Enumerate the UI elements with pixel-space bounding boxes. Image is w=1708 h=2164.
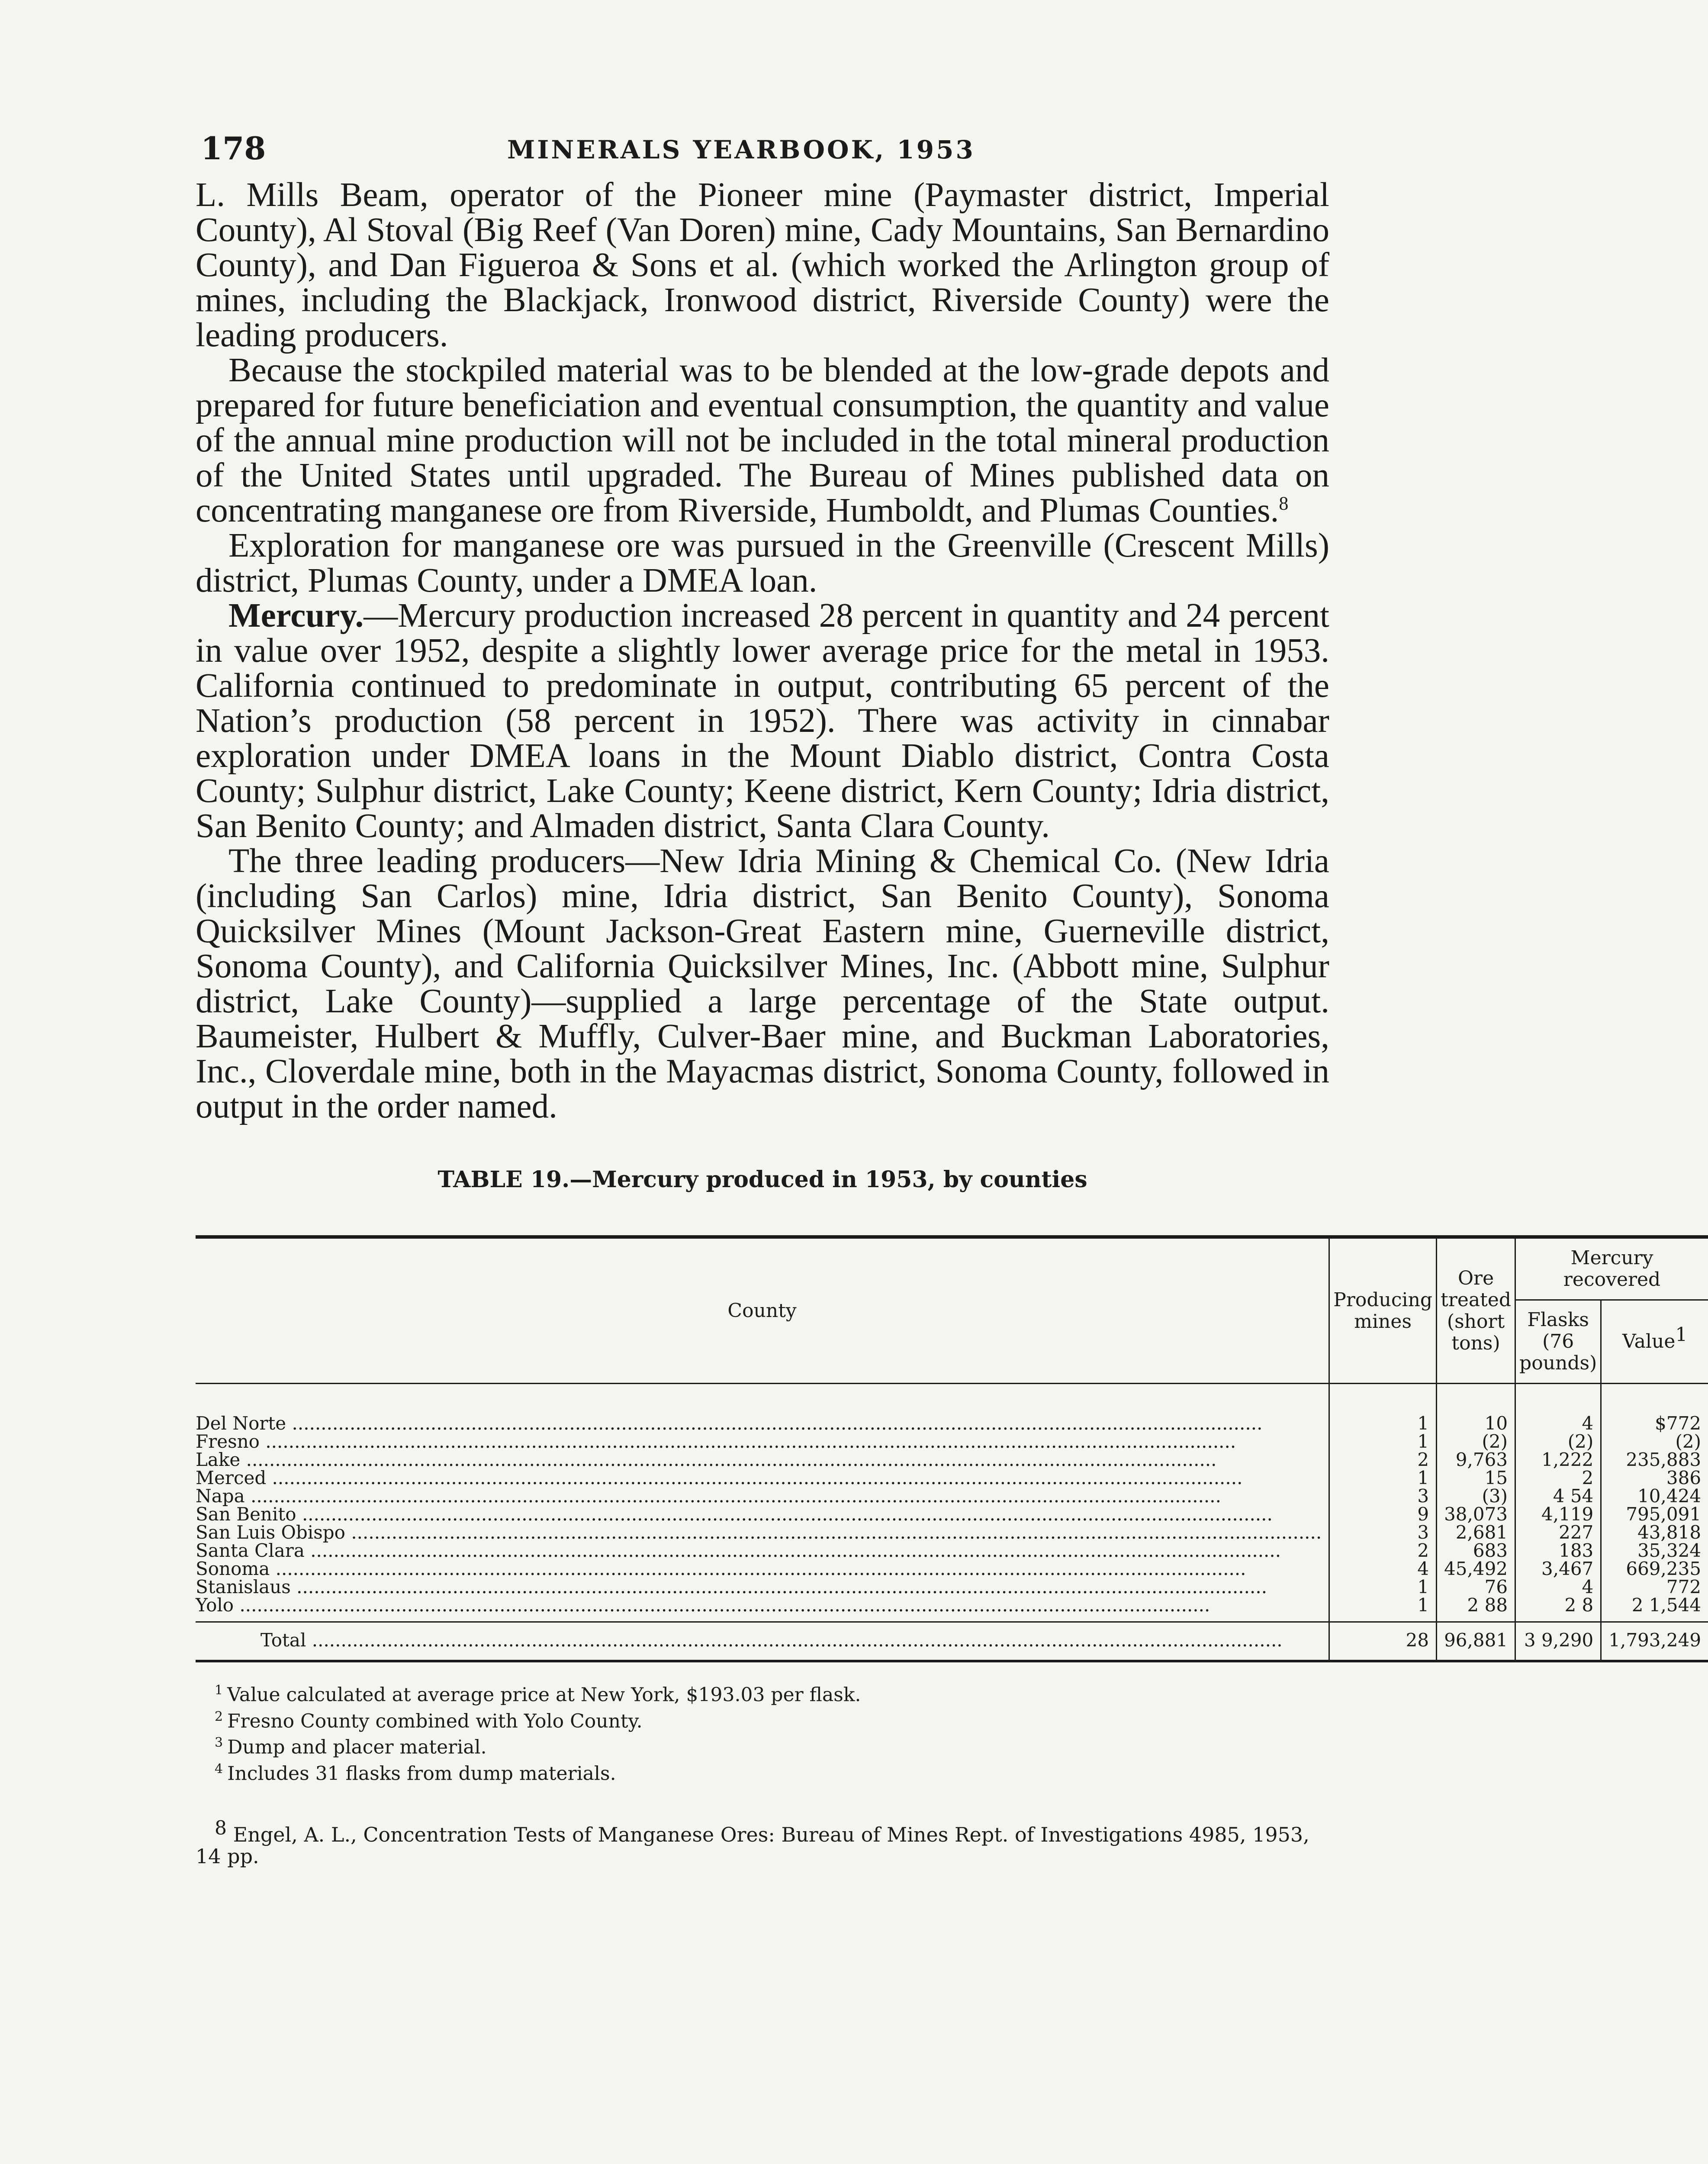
table-row bbox=[196, 1560, 1708, 1578]
table-note-mark: 3 bbox=[215, 1735, 223, 1751]
paragraph-leading-producers: The three leading producers—New Idria Mining & Chemical Co. (New Idria (including San Carlos) mine, Idria district, San Benito County), Sonoma Quicksilver Mines (Mount Jackson-Great Eastern mine, Guerneville district, Sonoma County), and California Quicksilver Mines, Inc. (Abbott mine, Sulphur district, Lake County)—supplied a large percentage of the State output. Baumeister, Hulbert & Muffly, Culver-Baer mine, and Buckman Laboratories, Inc., Cloverdale mine, both in the Mayacmas district, Sonoma County, followed in output in the order named. bbox=[196, 842, 1329, 1125]
total-ore-cell: 96,881 bbox=[1437, 1622, 1515, 1662]
table-body bbox=[196, 1384, 1708, 1662]
county-name: Lake ..... bbox=[196, 1451, 1322, 1469]
county-cell bbox=[196, 1596, 1329, 1622]
county-name: Merced ..... bbox=[196, 1469, 1322, 1487]
mines-cell: 1 bbox=[1329, 1433, 1437, 1451]
table-note bbox=[215, 1732, 1329, 1758]
value-cell: 35,324 bbox=[1601, 1542, 1708, 1560]
county-cell bbox=[196, 1487, 1329, 1505]
table-note-mark: 2 bbox=[215, 1709, 223, 1724]
county-name: Fresno ..... bbox=[196, 1433, 1322, 1451]
county-cell bbox=[196, 1542, 1329, 1560]
flasks-cell: 2 8 bbox=[1515, 1596, 1601, 1622]
header-value bbox=[1601, 1300, 1708, 1384]
ore-cell: 2 88 bbox=[1437, 1596, 1515, 1622]
value-cell: 43,818 bbox=[1601, 1523, 1708, 1542]
ore-cell: 683 bbox=[1437, 1542, 1515, 1560]
table-note-mark: 4 bbox=[215, 1761, 223, 1777]
footnote-mark: 8 bbox=[215, 1817, 227, 1839]
mines-cell: 4 bbox=[1329, 1560, 1437, 1578]
table-row bbox=[196, 1469, 1708, 1487]
ore-cell: 10 bbox=[1437, 1384, 1515, 1433]
flasks-cell: 227 bbox=[1515, 1523, 1601, 1542]
mines-cell: 3 bbox=[1329, 1523, 1437, 1542]
header-flasks: Flasks (76 pounds) bbox=[1515, 1300, 1601, 1384]
flasks-cell: 4 bbox=[1515, 1384, 1601, 1433]
paragraph-mercury-text: —Mercury production increased 28 percent in quantity and 24 percent in value over 1952, despite a slightly lower average price for the metal in 1953. California continued to predominate in output, contributing 65 percent of the Nation’s production (58 percent in 1952). There was activity in cinnabar exploration under DMEA loans in the Mount Diablo district, Contra Costa County; Sulphur district, Lake County; Keene district, Kern County; Idria district, San Benito County; and Almaden district, Santa Clara County. bbox=[196, 597, 1329, 845]
table-note bbox=[215, 1680, 1329, 1706]
county-name: Sonoma ..... bbox=[196, 1560, 1322, 1578]
total-mines-cell: 28 bbox=[1329, 1622, 1437, 1662]
flasks-cell: 4 54 bbox=[1515, 1487, 1601, 1505]
table-row bbox=[196, 1451, 1708, 1469]
value-cell: 10,424 bbox=[1601, 1487, 1708, 1505]
page-number: 178 bbox=[201, 130, 266, 167]
running-title: MINERALS YEARBOOK, 1953 bbox=[507, 135, 975, 164]
value-cell: 669,235 bbox=[1601, 1560, 1708, 1578]
table-note bbox=[215, 1706, 1329, 1732]
table-notes bbox=[196, 1680, 1329, 1785]
county-name: Napa ..... bbox=[196, 1487, 1322, 1505]
mines-cell: 1 bbox=[1329, 1469, 1437, 1487]
table-note-text: Dump and placer material. bbox=[227, 1736, 487, 1758]
paragraph-stockpile-text: Because the stockpiled material was to be blended at the low-grade depots and prepared for future beneficiation and eventual consumption, the quantity and value of the annual mine production will not be included in the total mineral production of the United States until upgraded. The Bureau of Mines published data on concentrating manganese ore from Riverside, Humboldt, and Plumas Counties. bbox=[196, 351, 1329, 529]
flasks-cell: 4,119 bbox=[1515, 1505, 1601, 1523]
mercury-heading: Mercury. bbox=[228, 597, 364, 634]
mines-cell: 9 bbox=[1329, 1505, 1437, 1523]
ore-cell: 38,073 bbox=[1437, 1505, 1515, 1523]
paragraph-mercury bbox=[196, 598, 1329, 844]
header-mercury-recovered: Mercury recovered bbox=[1515, 1237, 1708, 1300]
value-cell: 2 1,544 bbox=[1601, 1596, 1708, 1622]
table-note-mark: 1 bbox=[215, 1683, 223, 1698]
table-row bbox=[196, 1487, 1708, 1505]
ore-cell: 9,763 bbox=[1437, 1451, 1515, 1469]
document-page bbox=[196, 130, 1702, 1868]
mines-cell: 3 bbox=[1329, 1487, 1437, 1505]
total-county-cell bbox=[196, 1622, 1329, 1662]
table-note-text: Value calculated at average price at New York, $193.03 per flask. bbox=[227, 1684, 861, 1706]
table-note-text: Includes 31 flasks from dump materials. bbox=[227, 1762, 616, 1785]
county-name: Santa Clara ..... bbox=[196, 1542, 1322, 1560]
table-title: TABLE 19.—Mercury produced in 1953, by counties bbox=[437, 1166, 1087, 1193]
county-cell bbox=[196, 1560, 1329, 1578]
value-cell: 772 bbox=[1601, 1578, 1708, 1596]
table-row bbox=[196, 1433, 1708, 1451]
footnote-ref-8[interactable]: 8 bbox=[1279, 493, 1289, 514]
county-name: Yolo ..... bbox=[196, 1596, 1322, 1614]
value-cell: $772 bbox=[1601, 1384, 1708, 1433]
paragraph-exploration: Exploration for manganese ore was pursued in the Greenville (Crescent Mills) district, Plumas County, under a DMEA loan. bbox=[196, 527, 1329, 599]
total-label: Total ..... bbox=[261, 1631, 1322, 1649]
header-county: County bbox=[196, 1237, 1329, 1384]
paragraph-stockpile bbox=[196, 353, 1329, 528]
ore-cell: 76 bbox=[1437, 1578, 1515, 1596]
footnote-8 bbox=[196, 1817, 1329, 1868]
county-cell bbox=[196, 1433, 1329, 1451]
table-note-text: Fresno County combined with Yolo County. bbox=[227, 1710, 643, 1732]
table-row bbox=[196, 1542, 1708, 1560]
ore-cell: 2,681 bbox=[1437, 1523, 1515, 1542]
flasks-cell: 183 bbox=[1515, 1542, 1601, 1560]
ore-cell: 15 bbox=[1437, 1469, 1515, 1487]
ore-cell: 45,492 bbox=[1437, 1560, 1515, 1578]
mines-cell: 2 bbox=[1329, 1451, 1437, 1469]
value-cell: 235,883 bbox=[1601, 1451, 1708, 1469]
flasks-cell: 1,222 bbox=[1515, 1451, 1601, 1469]
total-row bbox=[196, 1622, 1708, 1662]
flasks-cell: 2 bbox=[1515, 1469, 1601, 1487]
paragraph-producers: L. Mills Beam, operator of the Pioneer mine (Paymaster district, Imperial County), Al Stoval (Big Reef (Van Doren) mine, Cady Mountains, San Bernardino County), and Dan Figueroa & Sons et al. (which worked the Arlington group of mines, including the Blackjack, Ironwood district, Riverside County) were the leading producers. bbox=[196, 176, 1329, 354]
mercury-table bbox=[196, 1235, 1708, 1662]
footnote-text: Engel, A. L., Concentration Tests of Manganese Ores: Bureau of Mines Rept. of Investigations 4985, 1953, 14 pp. bbox=[196, 1823, 1309, 1868]
flasks-cell: (2) bbox=[1515, 1433, 1601, 1451]
total-value-cell: 1,793,249 bbox=[1601, 1622, 1708, 1662]
county-cell bbox=[196, 1523, 1329, 1542]
flasks-cell: 4 bbox=[1515, 1578, 1601, 1596]
header-value-ref: 1 bbox=[1675, 1324, 1688, 1346]
mines-cell: 1 bbox=[1329, 1578, 1437, 1596]
header-ore-treated: Ore treated (short tons) bbox=[1437, 1237, 1515, 1384]
county-cell bbox=[196, 1578, 1329, 1596]
county-cell bbox=[196, 1384, 1329, 1433]
county-name: Stanislaus ..... bbox=[196, 1578, 1322, 1596]
mines-cell: 2 bbox=[1329, 1542, 1437, 1560]
mines-cell: 1 bbox=[1329, 1596, 1437, 1622]
ore-cell: (3) bbox=[1437, 1487, 1515, 1505]
total-flasks-cell: 3 9,290 bbox=[1515, 1622, 1601, 1662]
page-header bbox=[196, 130, 1329, 177]
ore-cell: (2) bbox=[1437, 1433, 1515, 1451]
flasks-cell: 3,467 bbox=[1515, 1560, 1601, 1578]
table-note bbox=[215, 1758, 1329, 1785]
county-cell bbox=[196, 1451, 1329, 1469]
mines-cell: 1 bbox=[1329, 1384, 1437, 1433]
county-name: San Benito ..... bbox=[196, 1505, 1322, 1523]
table-row bbox=[196, 1505, 1708, 1523]
header-producing-mines: Producing mines bbox=[1329, 1237, 1437, 1384]
value-cell: 795,091 bbox=[1601, 1505, 1708, 1523]
county-cell bbox=[196, 1469, 1329, 1487]
value-cell: (2) bbox=[1601, 1433, 1708, 1451]
table-row bbox=[196, 1596, 1708, 1622]
county-name: San Luis Obispo ..... bbox=[196, 1523, 1322, 1542]
table-row bbox=[196, 1384, 1708, 1433]
header-value-label: Value bbox=[1622, 1330, 1676, 1352]
table-row bbox=[196, 1523, 1708, 1542]
table-header bbox=[196, 1237, 1708, 1384]
value-cell: 386 bbox=[1601, 1469, 1708, 1487]
county-cell bbox=[196, 1505, 1329, 1523]
table-row bbox=[196, 1578, 1708, 1596]
county-name: Del Norte ..... bbox=[196, 1414, 1322, 1433]
